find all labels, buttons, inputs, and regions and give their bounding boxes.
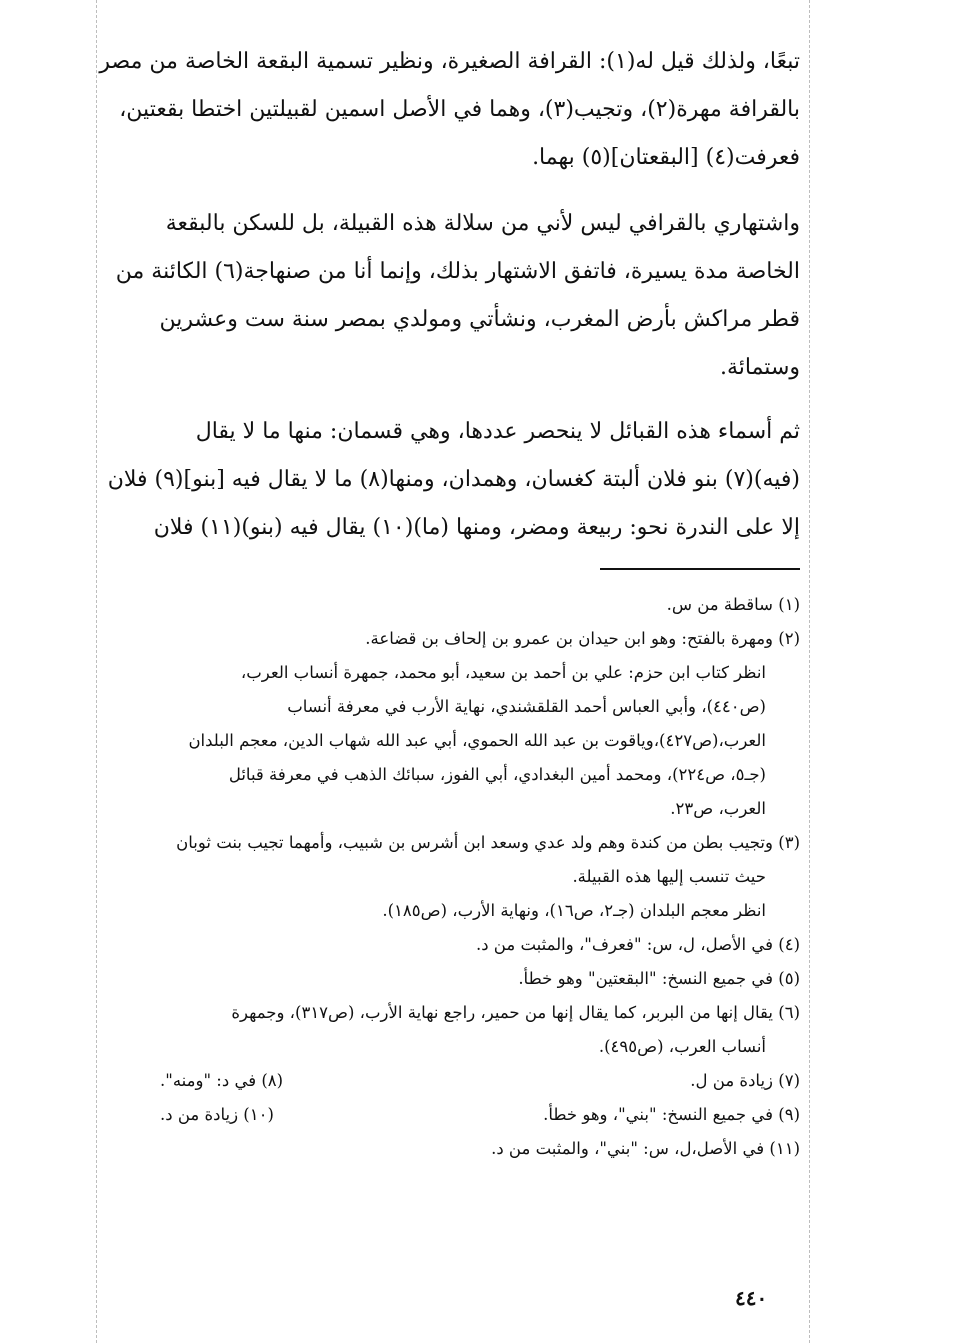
footnote-11: (١١) في الأصل،ل، س: "بني"، والمثبت من د. [491,1139,800,1158]
page-number: ٤٤٠ [735,1286,768,1310]
scan-guide-line [809,0,810,1343]
footnote-2-reference: العرب،(ص٤٢٧)،وياقوت بن عبد الله الحموي، أبي عبد الله شهاب الدين، معجم البلدان [188,731,766,750]
footnote-5: (٥) في جميع النسخ: "البقعتين" وهو خطأ. [518,969,800,988]
body-paragraph-2 [80,200,800,392]
footnote-3: (٣) وتجيب بطن من كندة وهم ولد عدي وسعد ابن أشرس بن شبيب، وأمهما تجيب بنت ثوبان [176,833,800,852]
footnote-2-reference: (جـ٥، ص٢٢٤)، ومحمد أمين البغدادي، أبي الفوز، سبائك الذهب في معرفة قبائل [228,765,766,784]
body-paragraph-1 [80,38,800,182]
footnote-9: (٩) في جميع النسخ: "بني"، وهو خطأ. [543,1105,800,1124]
body-line: الخاصة مدة يسيرة، فاتفق الاشتهار بذلك، وإنما أنا من صنهاجة(٦) الكائنة من [115,259,800,284]
body-line: (فيه)(٧) بنو فلان ألبتة كغسان، وهمدان، ومنها(٨) ما لا يقال فيه [بنو](٩) فلان [107,467,800,492]
footnote-row [80,1064,800,1098]
body-line: تبعًا، ولذلك قيل له(١): القرافة الصغيرة، ونظير تسمية البقعة الخاصة من مصر [99,49,800,74]
footnote-7: (٧) زيادة من ل. [690,1071,800,1090]
footnote-2-reference: انظر كتاب ابن حزم: علي بن أحمد بن سعيد، أبو محمد، جمهرة أنساب العرب، [240,663,766,682]
footnote-2-reference: (ص٤٤٠)، وأبي العباس أحمد القلقشندي، نهاية الأرب في معرفة أنساب [287,697,766,716]
footnote-6: (٦) يقال إنها من البربر، كما يقال إنها من حمير، راجع نهاية الأرب، (ص٣١٧)، وجمهرة [231,1003,800,1022]
body-line: إلا على الندرة نحو: ربيعة ومضر، ومنها (ما)(١٠) يقال فيه (بنو)(١١) فلان [153,515,800,540]
footnote-2-reference: العرب، ص٢٣. [670,799,766,818]
body-line: ثم أسماء هذه القبائل لا ينحصر عددها، وهي قسمان: منها ما لا يقال [195,419,800,444]
footnote-2: (٢) ومهرة بالفتح: وهو ابن حيدان بن عمرو بن إلحاف بن قضاعة. [365,629,800,648]
footnote-row [80,1098,800,1132]
body-line: فعرفت(٤) [البقعتان](٥) بهما. [532,145,800,170]
footnote-3-reference: انظر معجم البلدان (جـ٢، ص١٦)، ونهاية الأرب، (ص١٨٥). [382,901,766,920]
body-line: بالقرافة مهرة(٢)، وتجيب(٣)، وهما في الأصل اسمين لقبيلتين اختطا بقعتين، [119,97,800,122]
footnote-1: (١) ساقطة من س. [666,595,800,614]
footnote-6-continuation: أنساب العرب، (ص٤٩٥). [598,1037,766,1056]
body-line: قطر مراكش بأرض المغرب، ونشأتي ومولدي بمصر سنة ست وعشرين [159,307,800,332]
footnote-4: (٤) في الأصل، ل، س: "فعرف"، والمثبت من د. [475,935,800,954]
body-line: وستمائة. [719,355,800,380]
footnote-separator [600,568,800,570]
footnote-8: (٨) في د: "ومنه". [160,1071,284,1090]
footnote-10: (١٠) زيادة من د. [160,1105,274,1124]
page-content [80,38,800,1166]
body-line: واشتهاري بالقرافي ليس لأني من سلالة هذه القبيلة، بل للسكن بالبقعة [165,211,800,236]
footnote-3-continuation: حيث تنسب إليها هذه القبيلة. [572,867,766,886]
footnotes [80,588,800,1166]
body-paragraph-3 [80,408,800,552]
